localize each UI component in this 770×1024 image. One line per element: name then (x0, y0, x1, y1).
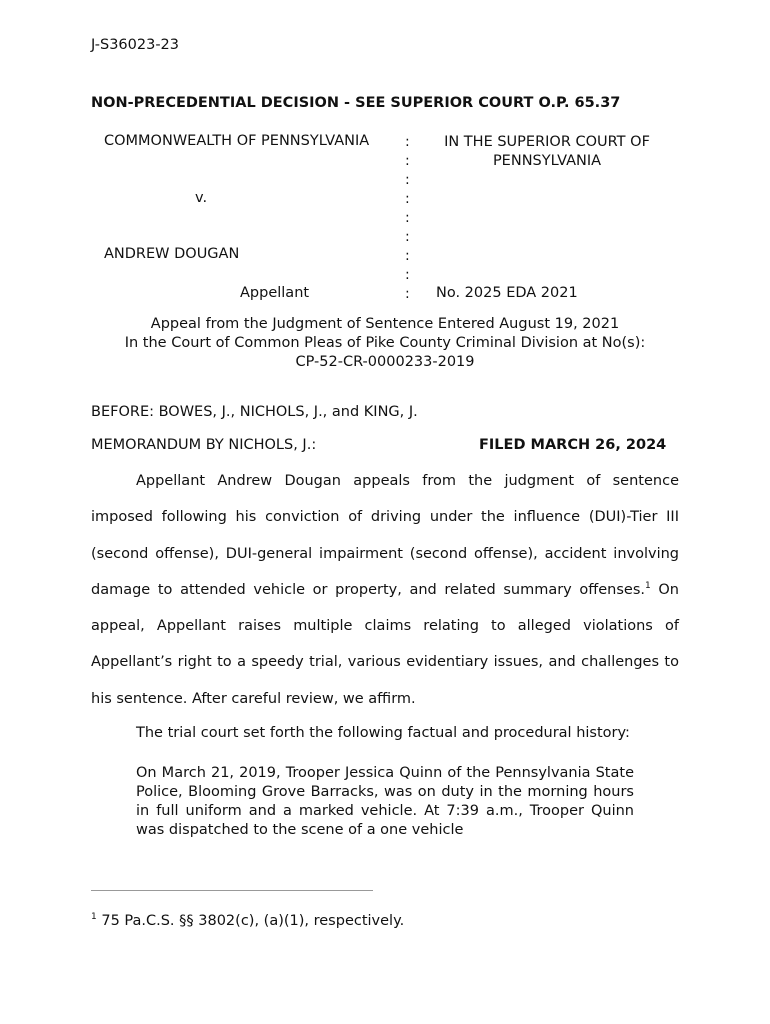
caption-defendant: ANDREW DOUGAN (104, 246, 240, 262)
memorandum-author: MEMORANDUM BY NICHOLS, J.: (91, 437, 317, 453)
footnote-reference: 1 (645, 581, 651, 592)
opinion-paragraph-2: The trial court set forth the following factual and procedural history: (136, 725, 630, 741)
footnote-divider (91, 890, 373, 891)
panel-before: BEFORE: BOWES, J., NICHOLS, J., and KING, J. (91, 404, 418, 420)
appeal-line-2: In the Court of Common Pleas of Pike County Criminal Division at No(s): (124, 335, 646, 351)
block-quote: On March 21, 2019, Trooper Jessica Quinn of the Pennsylvania State Police, Blooming Grove Barracks, was on duty in the morning hours in full uniform and a marked vehicle. At 7:39 a.m., Trooper Quinn was dispatched to the scene of a one vehicle (136, 765, 634, 838)
paragraph-1-text-a: Appellant Andrew Dougan appeals from the judgment of sentence imposed following his conviction of driving under the influence (DUI)-Tier III (second offense), DUI-general impairment (second offense), accident involving damage to attended vehicle or property, and related summary offenses. (91, 473, 679, 598)
caption-versus: v. (195, 190, 208, 206)
non-precedential-banner: NON-PRECEDENTIAL DECISION - SEE SUPERIOR COURT O.P. 65.37 (91, 95, 621, 111)
footnote-text: 75 Pa.C.S. §§ 3802(c), (a)(1), respectively. (101, 913, 405, 929)
appeal-line-1: Appeal from the Judgment of Sentence Entered August 19, 2021 (150, 316, 620, 332)
caption-case-number: No. 2025 EDA 2021 (436, 285, 578, 301)
caption-plaintiff: COMMONWEALTH OF PENNSYLVANIA (104, 133, 370, 149)
filed-date: FILED MARCH 26, 2024 (479, 437, 667, 453)
docket-number: J-S36023-23 (91, 37, 180, 53)
caption-court: IN THE SUPERIOR COURT OF PENNSYLVANIA (444, 134, 650, 169)
paragraph-1-text-b: On appeal, Appellant raises multiple claims relating to alleged violations of Appellant’s right to a speedy trial, various evidentiary issues, and challenges to his sentence. After careful review, we affirm. (91, 581, 679, 707)
caption-role: Appellant (240, 285, 310, 301)
opinion-paragraph-1 (91, 463, 679, 717)
caption-separator: : : : : : : : : : (405, 134, 410, 302)
footnote (91, 913, 404, 929)
footnote-mark: 1 (91, 912, 97, 923)
appeal-line-3: CP-52-CR-0000233-2019 (295, 354, 475, 370)
